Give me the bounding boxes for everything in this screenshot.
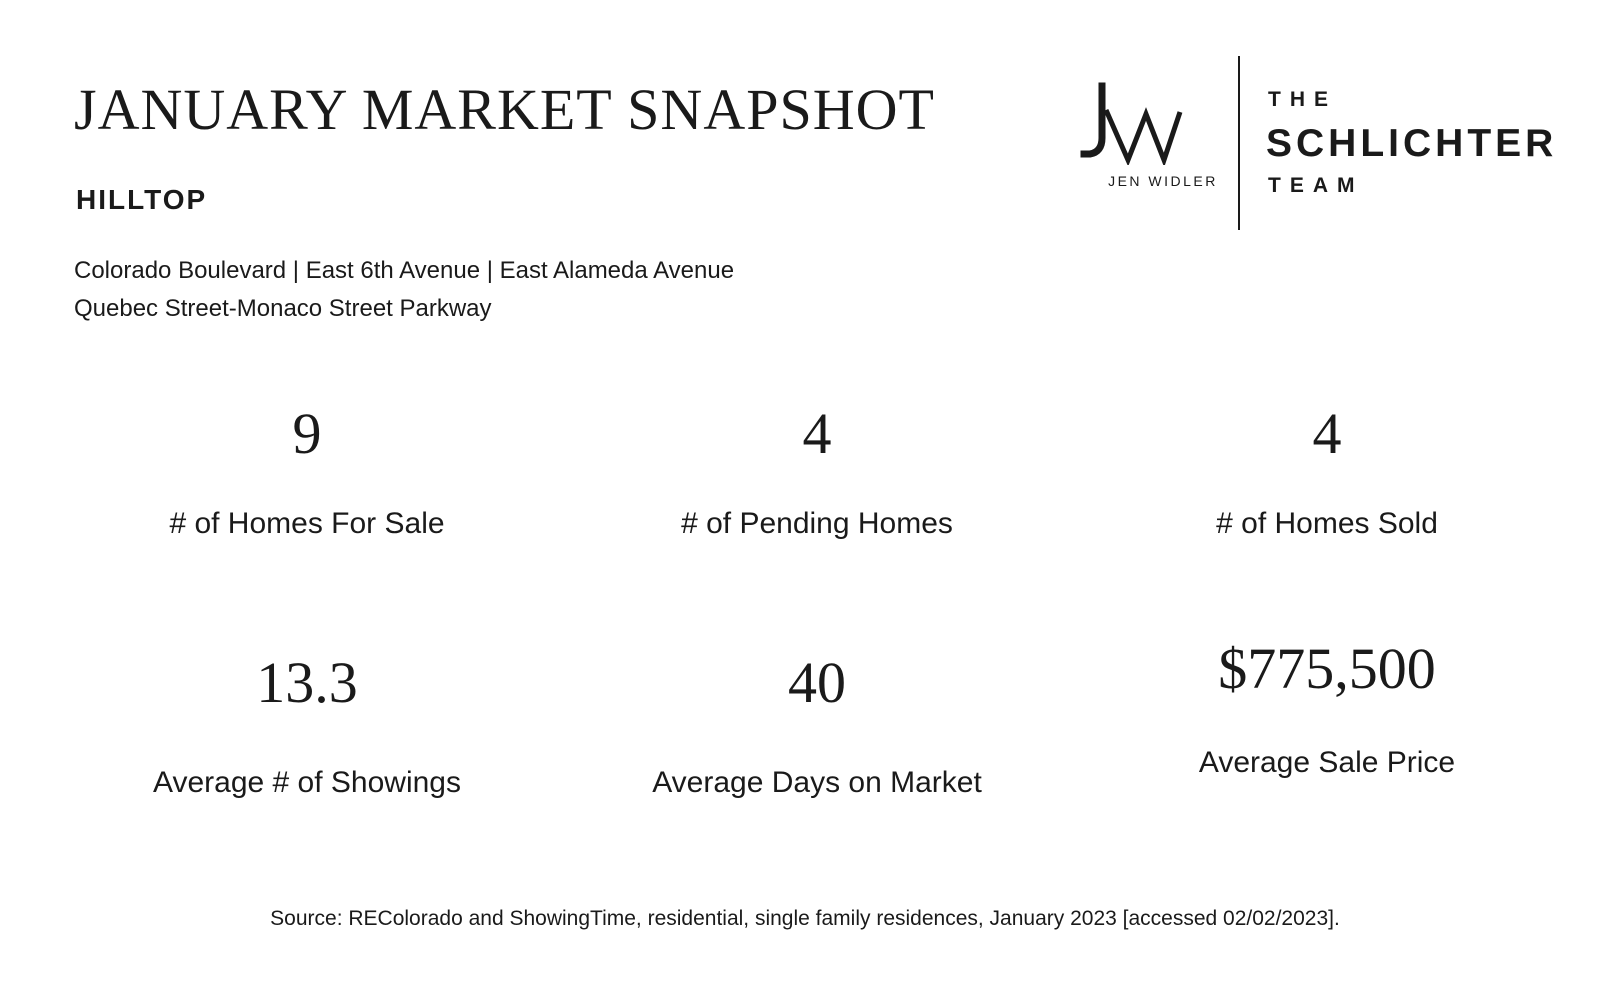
logo-team-team: TEAM <box>1268 174 1364 197</box>
stat-value: 9 <box>292 401 322 466</box>
stat-label: Average # of Showings <box>153 766 461 799</box>
logo-divider <box>1238 56 1240 230</box>
stat-value: 4 <box>1312 401 1342 466</box>
stat-value: 13.3 <box>256 650 358 715</box>
boundary-line-1: Colorado Boulevard | East 6th Avenue | East Alameda Avenue <box>74 257 735 284</box>
stat-label: # of Pending Homes <box>681 507 953 540</box>
source-footnote: Source: REColorado and ShowingTime, residential, single family residences, January 2023 [accessed 02/02/2023]. <box>270 907 1340 930</box>
stat-value: 4 <box>802 401 832 466</box>
stat-label: # of Homes Sold <box>1216 507 1438 540</box>
logo-team-the: THE <box>1268 88 1337 111</box>
stat-pending-homes <box>607 402 1027 542</box>
stat-homes-for-sale <box>97 402 517 542</box>
logo-agent-name: JEN WIDLER <box>1108 173 1218 189</box>
stat-value: $775,500 <box>1218 636 1436 701</box>
stat-average-sale-price <box>1117 637 1537 781</box>
jw-monogram-icon <box>1080 80 1230 165</box>
stat-value: 40 <box>788 650 846 715</box>
jw-monogram-logo <box>1080 80 1230 165</box>
stat-label: # of Homes For Sale <box>169 507 445 540</box>
stat-average-days-on-market <box>607 651 1027 801</box>
neighborhood-boundaries <box>74 252 734 328</box>
boundary-line-2: Quebec Street-Monaco Street Parkway <box>74 295 492 322</box>
stat-label: Average Days on Market <box>652 766 982 799</box>
neighborhood-name: HILLTOP <box>76 184 208 215</box>
page-title: JANUARY MARKET SNAPSHOT <box>74 77 935 142</box>
stat-homes-sold <box>1117 402 1537 542</box>
stat-label: Average Sale Price <box>1198 746 1456 779</box>
logo-team-schlichter: SCHLICHTER <box>1266 122 1558 165</box>
stat-average-showings <box>97 651 517 801</box>
